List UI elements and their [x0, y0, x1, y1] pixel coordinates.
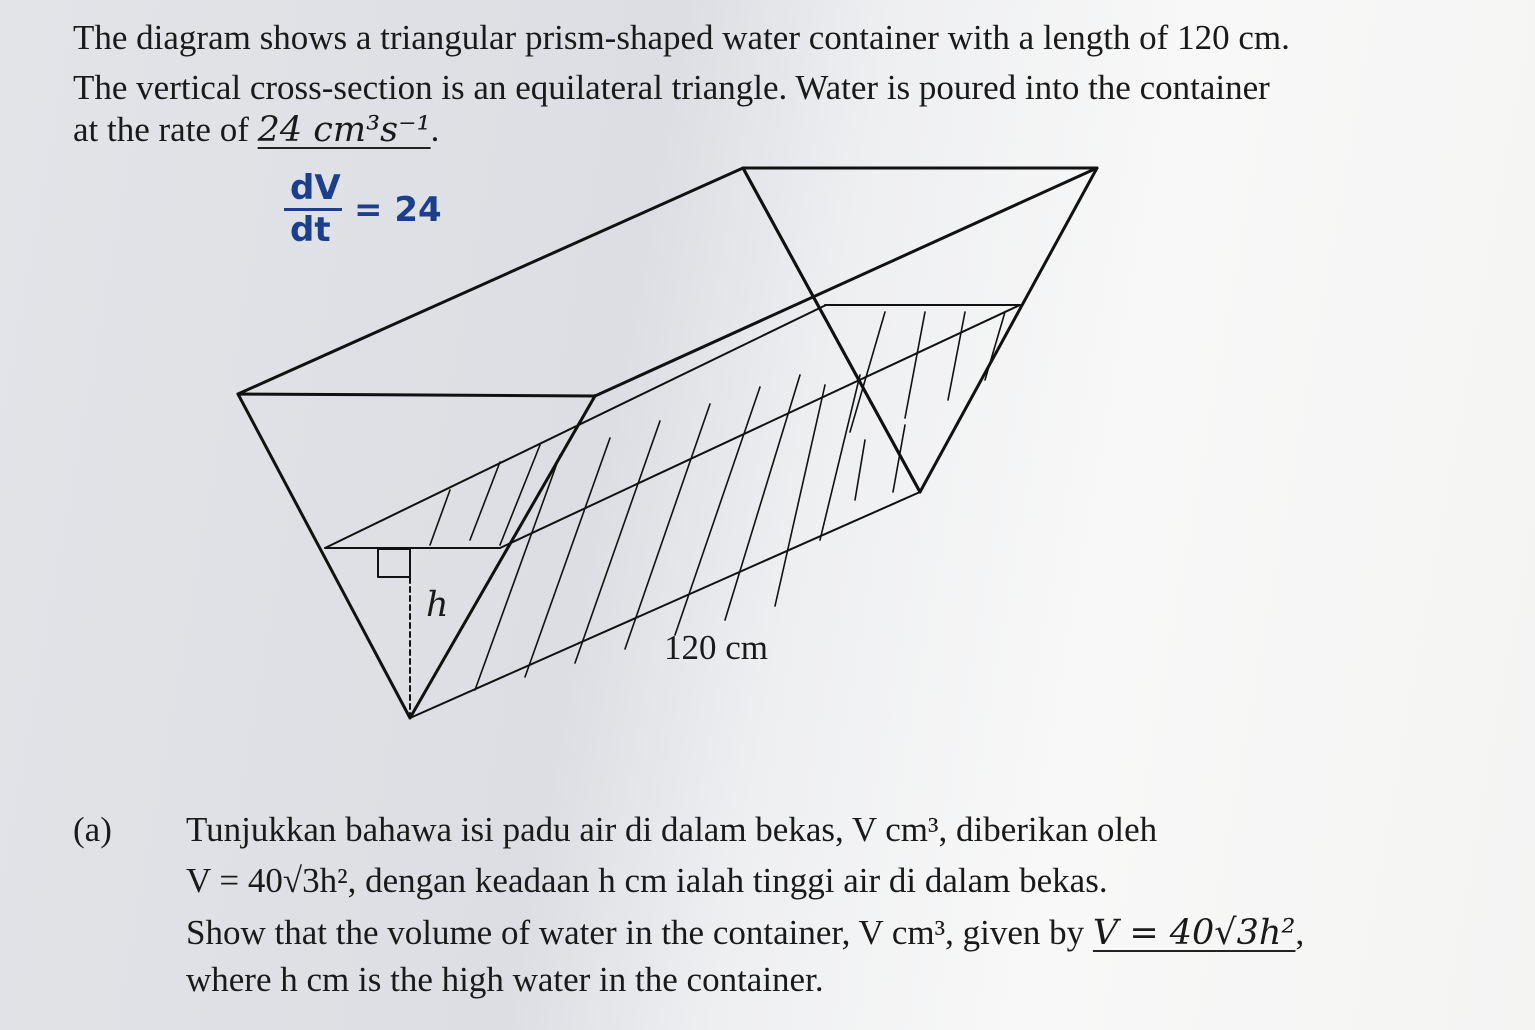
- handwritten-denominator: dt: [290, 210, 331, 250]
- intro-line-3-suffix: .: [430, 110, 440, 149]
- volume-formula: V = 40√3h²: [1092, 913, 1296, 953]
- right-angle-marker: [378, 549, 410, 577]
- part-a-malay-line-1: Tunjukkan bahawa isi padu air di dalam bekas, V cm³, diberikan oleh: [186, 810, 1158, 849]
- handwritten-rate-value: = 24: [354, 190, 442, 230]
- part-a-english-suffix: ,: [1295, 913, 1305, 952]
- intro-line-3-prefix: at the rate of: [73, 110, 258, 149]
- flow-rate: 24 cm³s⁻¹: [257, 110, 431, 150]
- height-label: h: [426, 585, 449, 625]
- part-a-label: (a): [73, 810, 112, 849]
- part-a-malay-line-2: V = 40√3h², dengan keadaan h cm ialah tinggi air di dalam bekas.: [186, 861, 1108, 900]
- part-a-english-line-1: [186, 915, 1304, 951]
- part-a-english-prefix: Show that the volume of water in the container, V cm³, given by: [186, 913, 1093, 952]
- length-label: 120 cm: [664, 628, 769, 667]
- intro-line-2: The vertical cross-section is an equilateral triangle. Water is poured into the container: [73, 68, 1270, 107]
- handwritten-numerator: dV: [290, 168, 341, 208]
- part-a-english-line-2: where h cm is the high water in the container.: [186, 960, 824, 999]
- intro-line-1: The diagram shows a triangular prism-shaped water container with a length of 120 cm.: [73, 18, 1290, 57]
